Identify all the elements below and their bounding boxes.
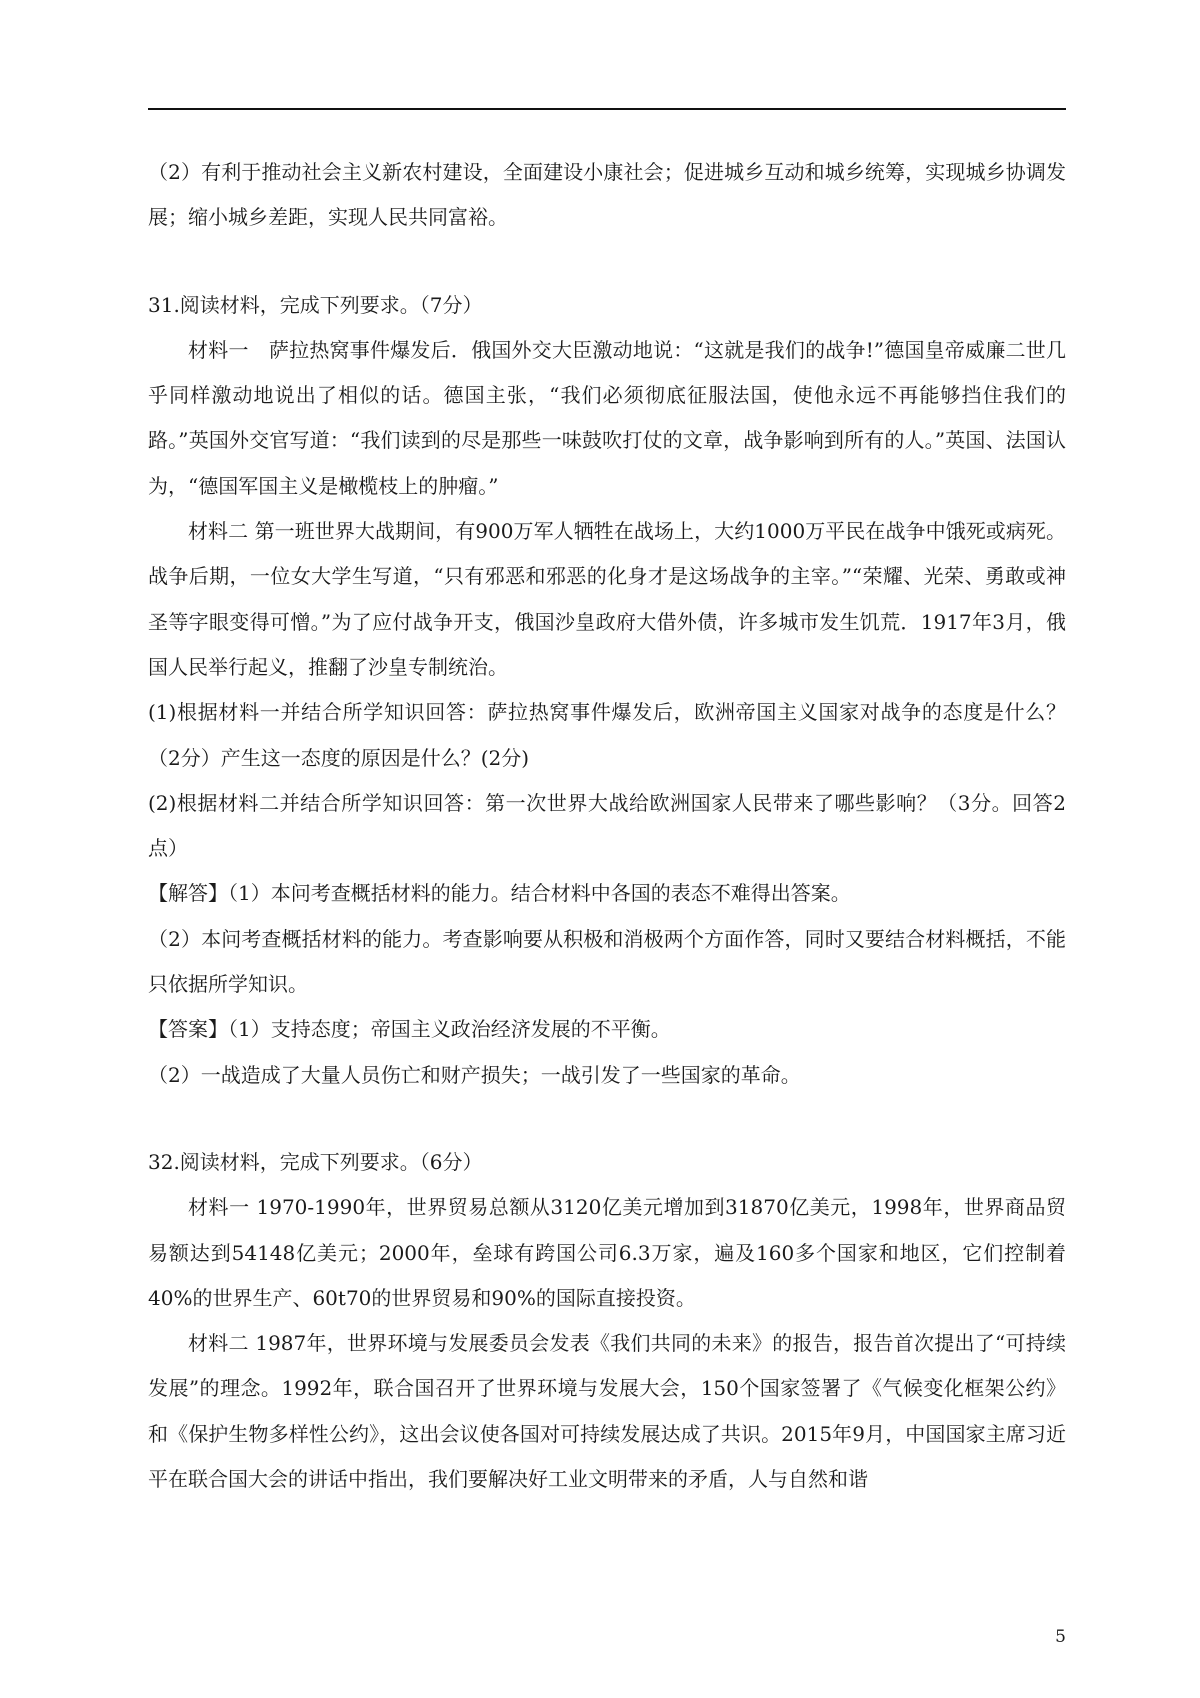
document-body bbox=[148, 150, 1066, 1502]
q31-answer-2: （2）一战造成了大量人员伤亡和财产损失；一战引发了一些国家的革命。 bbox=[148, 1062, 801, 1087]
q31-subquestion-1: (1)根据材料一并结合所学知识回答：萨拉热窝事件爆发后，欧洲帝国主义国家对战争的态度是什么？（2分）产生这一态度的原因是什么？(2分) bbox=[148, 700, 1066, 770]
q31-subquestion-2: (2)根据材料二并结合所学知识回答：第一次世界大战给欧洲国家人民带来了哪些影响？（3分。回答2点） bbox=[148, 790, 1066, 861]
paragraph-prev-answer: （2）有利于推动社会主义新农村建设，全面建设小康社会；促进城乡互动和城乡统筹，实现城乡协调发展；缩小城乡差距，实现人民共同富裕。 bbox=[148, 160, 1066, 230]
q32-material-1: 材料一 1970-1990年，世界贸易总额从3120亿美元增加到31870亿美元，1998年，世界商品贸易额达到54148亿美元；2000年，垒球有跨国公司6.3万家，遍及160多个国家和地区，它们控制着40%的世界生产、60t70的世界贸易和90%的国际直接投资。 bbox=[148, 1195, 1066, 1310]
q32-material-2: 材料二 1987年，世界环境与发展委员会发表《我们共同的未来》的报告，报告首次提出了“可持续发展”的理念。1992年，联合国召开了世界环境与发展大会，150个国家签署了《气候变化框架公约》和《保护生物多样性公约》，这出会议使各国对可持续发展达成了共识。2015年9月，中国国家主席习近平在联合国大会的讲话中指出，我们要解决好工业文明带来的矛盾，人与自然和谐 bbox=[148, 1331, 1066, 1492]
question-32-heading: 32.阅读材料，完成下列要求。（6分） bbox=[148, 1149, 483, 1174]
q31-answer-1: 【答案】（1）支持态度；帝国主义政治经济发展的不平衡。 bbox=[148, 1017, 671, 1042]
spacer bbox=[148, 241, 1066, 283]
page-number: 5 bbox=[1055, 1627, 1066, 1647]
q31-material-1: 材料一 萨拉热窝事件爆发后．俄国外交大臣激动地说：“这就是我们的战争!”德国皇帝威廉二世几乎同样激动地说出了相似的话。德国主张，“我们必须彻底征服法国，使他永远不再能够挡住我们的路。”英国外交官写道：“我们读到的尽是那些一味鼓吹打仗的文章，战争影响到所有的人。”英国、法国认为，“德国军国主义是橄榄枝上的肿瘤。” bbox=[148, 337, 1066, 498]
header-rule bbox=[148, 108, 1066, 110]
spacer bbox=[148, 1098, 1066, 1140]
q31-analysis-1: 【解答】（1）本问考查概括材料的能力。结合材料中各国的表态不难得出答案。 bbox=[148, 881, 851, 906]
q31-material-2: 材料二 第一班世界大战期间，有900万军人牺牲在战场上，大约1000万平民在战争中饿死或病死。战争后期，一位女大学生写道，“只有邪恶和邪恶的化身才是这场战争的主宰。”“荣耀、光荣、勇敢或神圣等字眼变得可憎。”为了应付战争开支，俄国沙皇政府大借外债，许多城市发生饥荒．1917年3月，俄国人民举行起义，推翻了沙皇专制统治。 bbox=[148, 519, 1066, 679]
question-31-heading: 31.阅读材料，完成下列要求。（7分） bbox=[148, 292, 483, 317]
q31-analysis-2: （2）本问考查概括材料的能力。考查影响要从积极和消极两个方面作答，同时又要结合材料概括，不能只依据所学知识。 bbox=[148, 926, 1066, 997]
